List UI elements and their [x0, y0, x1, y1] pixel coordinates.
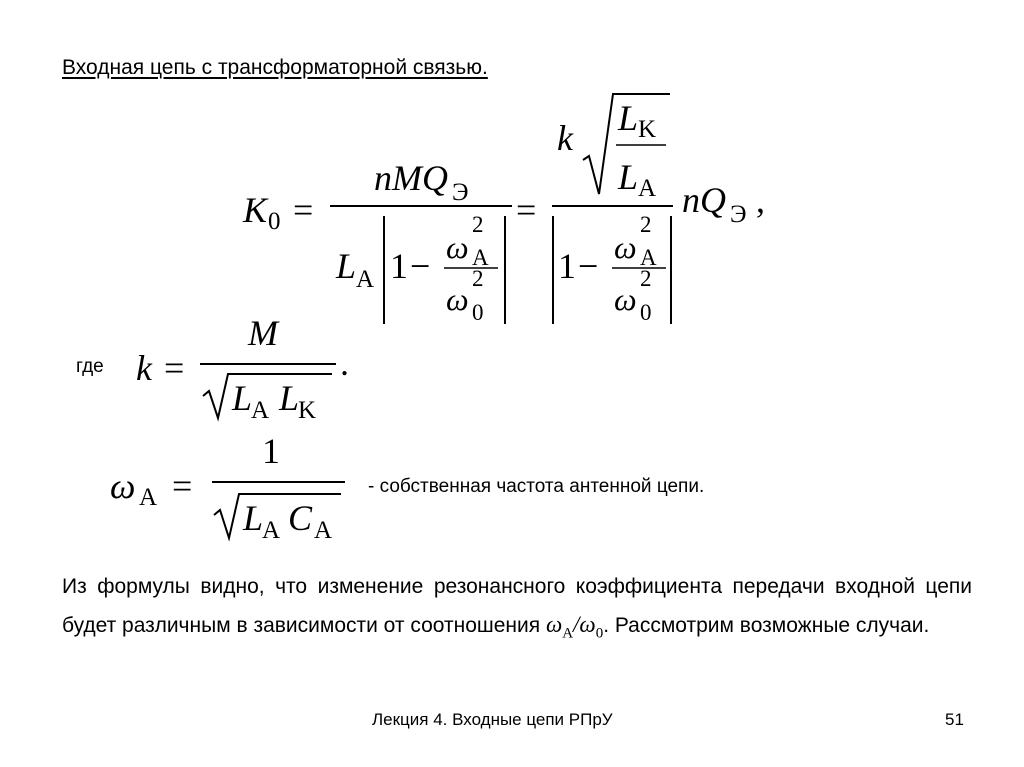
svg-text:0: 0 — [640, 300, 652, 325]
svg-text:M: M — [248, 313, 278, 353]
svg-text:0: 0 — [472, 300, 484, 325]
svg-text:1: 1 — [262, 431, 280, 471]
svg-text:nQ: nQ — [682, 180, 726, 220]
formula-omega-a — [110, 431, 345, 544]
svg-text:.: . — [340, 343, 349, 383]
svg-text:2: 2 — [640, 212, 652, 237]
svg-text:L: L — [232, 378, 253, 418]
svg-text:L: L — [279, 378, 300, 418]
svg-text:1: 1 — [558, 246, 576, 286]
paragraph-end: . Рассмотрим возможные случаи. — [603, 614, 930, 637]
page-number: 51 — [945, 710, 964, 729]
svg-text:=: = — [293, 190, 314, 230]
svg-text:ω: ω — [446, 281, 469, 317]
svg-text:A: A — [472, 245, 489, 270]
svg-text:2: 2 — [472, 212, 484, 237]
footer-text: Лекция 4. Входные цепи РПрУ — [372, 710, 613, 729]
svg-text:ω: ω — [446, 229, 469, 265]
svg-text:=: = — [164, 348, 185, 388]
svg-text:1: 1 — [390, 246, 408, 286]
ratio-expression: $\omega_A/\omega_0$ — [545, 612, 604, 642]
svg-text:K: K — [638, 116, 657, 143]
svg-text:K: K — [243, 190, 268, 230]
svg-text:A: A — [251, 397, 270, 424]
svg-text:A: A — [638, 175, 657, 202]
formula-k — [136, 313, 349, 424]
svg-text:A: A — [139, 484, 158, 511]
svg-text:L: L — [618, 157, 639, 197]
paragraph-text: Из формулы видно, что изменение резонансного коэффициента передачи входной цепи будет различным в зависимости от соотношения — [62, 575, 972, 637]
svg-text:L: L — [618, 98, 639, 138]
svg-text:0: 0 — [268, 208, 281, 235]
svg-text:k: k — [136, 348, 152, 388]
svg-text:Э: Э — [452, 179, 469, 206]
svg-text:−: − — [578, 246, 599, 286]
svg-text:=: = — [516, 190, 537, 230]
svg-text:A: A — [314, 517, 333, 544]
formula-k0 — [242, 94, 765, 325]
svg-text:ω: ω — [614, 229, 637, 265]
svg-text:K: K — [298, 397, 317, 424]
svg-text:L: L — [336, 246, 357, 286]
body-paragraph — [62, 568, 972, 653]
svg-text:A: A — [356, 266, 375, 293]
where-label: где — [76, 356, 104, 377]
svg-text:C: C — [288, 498, 313, 538]
svg-text:k: k — [557, 118, 573, 158]
svg-text:A: A — [262, 517, 281, 544]
svg-text:nMQ: nMQ — [374, 158, 448, 198]
omega-description: - собственная частота антенной цепи. — [368, 476, 705, 497]
svg-text:A: A — [640, 245, 657, 270]
svg-text:L: L — [243, 498, 264, 538]
svg-text:ω: ω — [110, 466, 136, 506]
svg-text:2: 2 — [472, 266, 484, 291]
svg-text:ω: ω — [614, 281, 637, 317]
svg-text:−: − — [410, 246, 431, 286]
slide-title: Входная цепь с трансформаторной связью. — [62, 56, 488, 79]
svg-text:Э: Э — [730, 201, 747, 228]
svg-text:=: = — [172, 466, 193, 506]
svg-text:,: , — [756, 180, 765, 220]
svg-text:2: 2 — [640, 266, 652, 291]
